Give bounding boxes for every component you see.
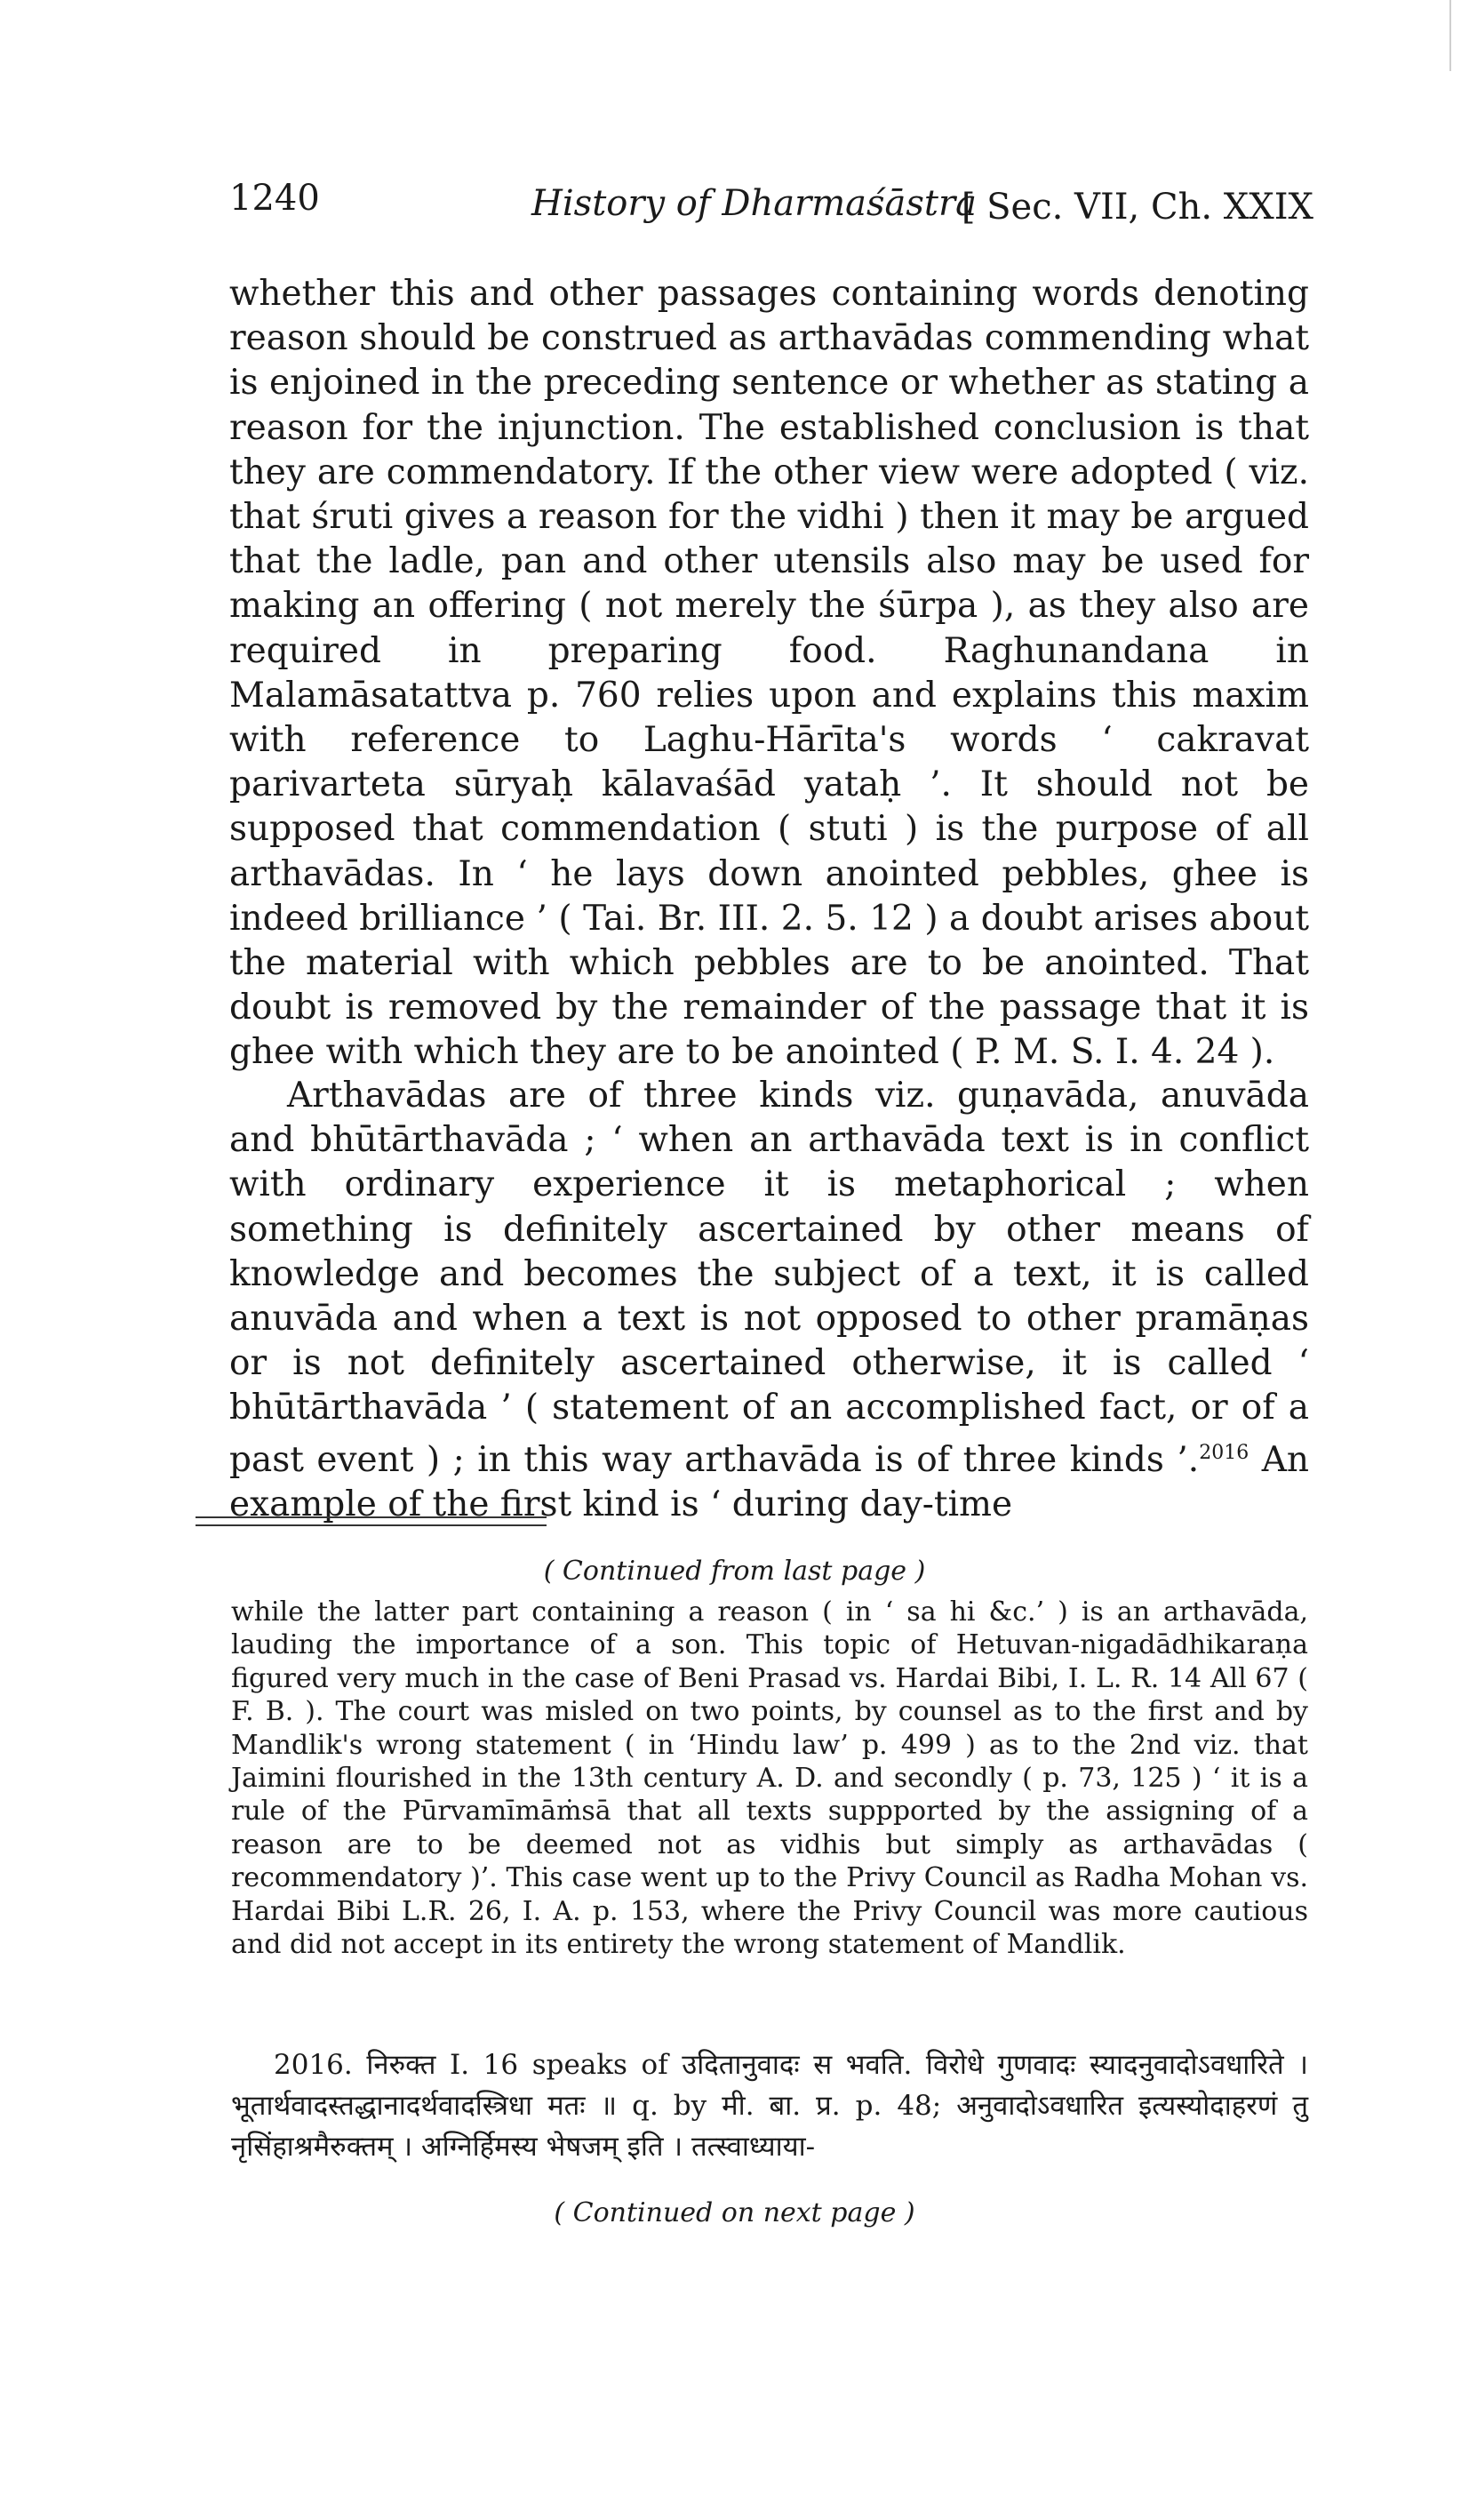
body-paragraph-2-text: Arthavādas are of three kinds viz. guṇavāda, anuvāda and bhūtārthavāda ; ‘ when an arthavāda text is in conflict with ordinary experience it is metaphorical ; when something is definitely ascertained by other means of knowledge and becomes the subject of a text, it is called anuvāda and when a text is not opposed to other pramāṇas or is not definitely ascertained otherwise, it is called ‘ bhūtārthavāda ’ ( statement of an accomplished fact, or of a past event ) ; in this way arthavāda is of three kinds ’.	[229, 1076, 1309, 1480]
continued-on-label: ( Continued on next page )	[554, 2197, 915, 2228]
footnote-2016-text: निरुक्त I. 16 speaks of उदितानुवादः स भवति. विरोधे गुणवादः स्यादनुवादोऽवधारिते । भूतार्थवादस्तद्धानादर्थवादस्त्रिधा मतः ॥ q. by मी. बा. प्र. p. 48; अनुवादोऽवधारित इत्यस्योदाहरणं तु नृसिंहाश्रमैरुक्तम् । अग्निर्हिमस्य भेषजम् इति । तत्स्वाध्याया-	[231, 2049, 1308, 2163]
section-reference: [ Sec. VII, Ch. XXIX	[961, 187, 1313, 228]
body-paragraph-1: whether this and other passages containing words denoting reason should be construed as arthavādas commending what is enjoined in the preceding sentence or whether as stating a reason for the injunction. The established conclusion is that they are commendatory. If the other view were adopted ( viz. that śruti gives a reason for the vidhi ) then it may be argued that the ladle, pan and other utensils also may be used for making an offering ( not merely the śūrpa ), as they also are required in preparing food. Raghunandana in Malamāsatattva p. 760 relies upon and explains this maxim with reference to Laghu-Hārīta's words ‘ cakravat parivarteta sūryaḥ kālavaśād yataḥ ’. It should not be supposed that commendation ( stuti ) is the purpose of all arthavādas. In ‘ he lays down anointed pebbles, ghee is indeed brilliance ’ ( Tai. Br. III. 2. 5. 12 ) a doubt arises about the material with which pebbles are to be anointed. That doubt is removed by the remainder of the passage that it is ghee with which they are to be anointed ( P. M. S. I. 4. 24 ).	[229, 274, 1309, 1073]
footnote-2016-number: 2016.	[274, 2049, 353, 2081]
scan-edge-mark	[1449, 0, 1451, 71]
continued-from-label: ( Continued from last page )	[543, 1556, 926, 1587]
body-paragraph-2-tail: An example of the first kind is ‘ during day-time	[229, 1439, 1309, 1524]
running-title: History of Dharmaśāstra	[531, 183, 977, 224]
footnote-ref-2016: 2016	[1199, 1441, 1249, 1464]
body-paragraph-2	[229, 1074, 1309, 1527]
page-header	[229, 178, 1313, 240]
footnote-2016	[231, 2044, 1308, 2167]
page-number: 1240	[229, 178, 320, 219]
footnote-continued-text: while the latter part containing a reason ( in ‘ sa hi &c.’ ) is an arthavāda, lauding the importance of a son. This topic of Hetuvan-nigadādhikaraṇa figured very much in the case of Beni Prasad vs. Hardai Bibi, I. L. R. 14 All 67 ( F. B. ). The court was misled on two points, by counsel as to the first and by Mandlik's wrong statement ( in ‘Hindu law’ p. 499 ) as to the 2nd viz. that Jaimini flourished in the 13th century A. D. and secondly ( p. 73, 125 ) ‘ it is a rule of the Pūrvamīmāṁsā that all texts suppported by the assigning of a reason are to be deemed not as vidhis but simply as arthavādas ( recommendatory )’. This case went up to the Privy Council as Radha Mohan vs. Hardai Bibi L.R. 26, I. A. p. 153, where the Privy Council was more cautious and did not accept in its entirety the wrong statement of Mandlik.	[231, 1596, 1308, 1961]
footnote-divider	[196, 1516, 547, 1526]
